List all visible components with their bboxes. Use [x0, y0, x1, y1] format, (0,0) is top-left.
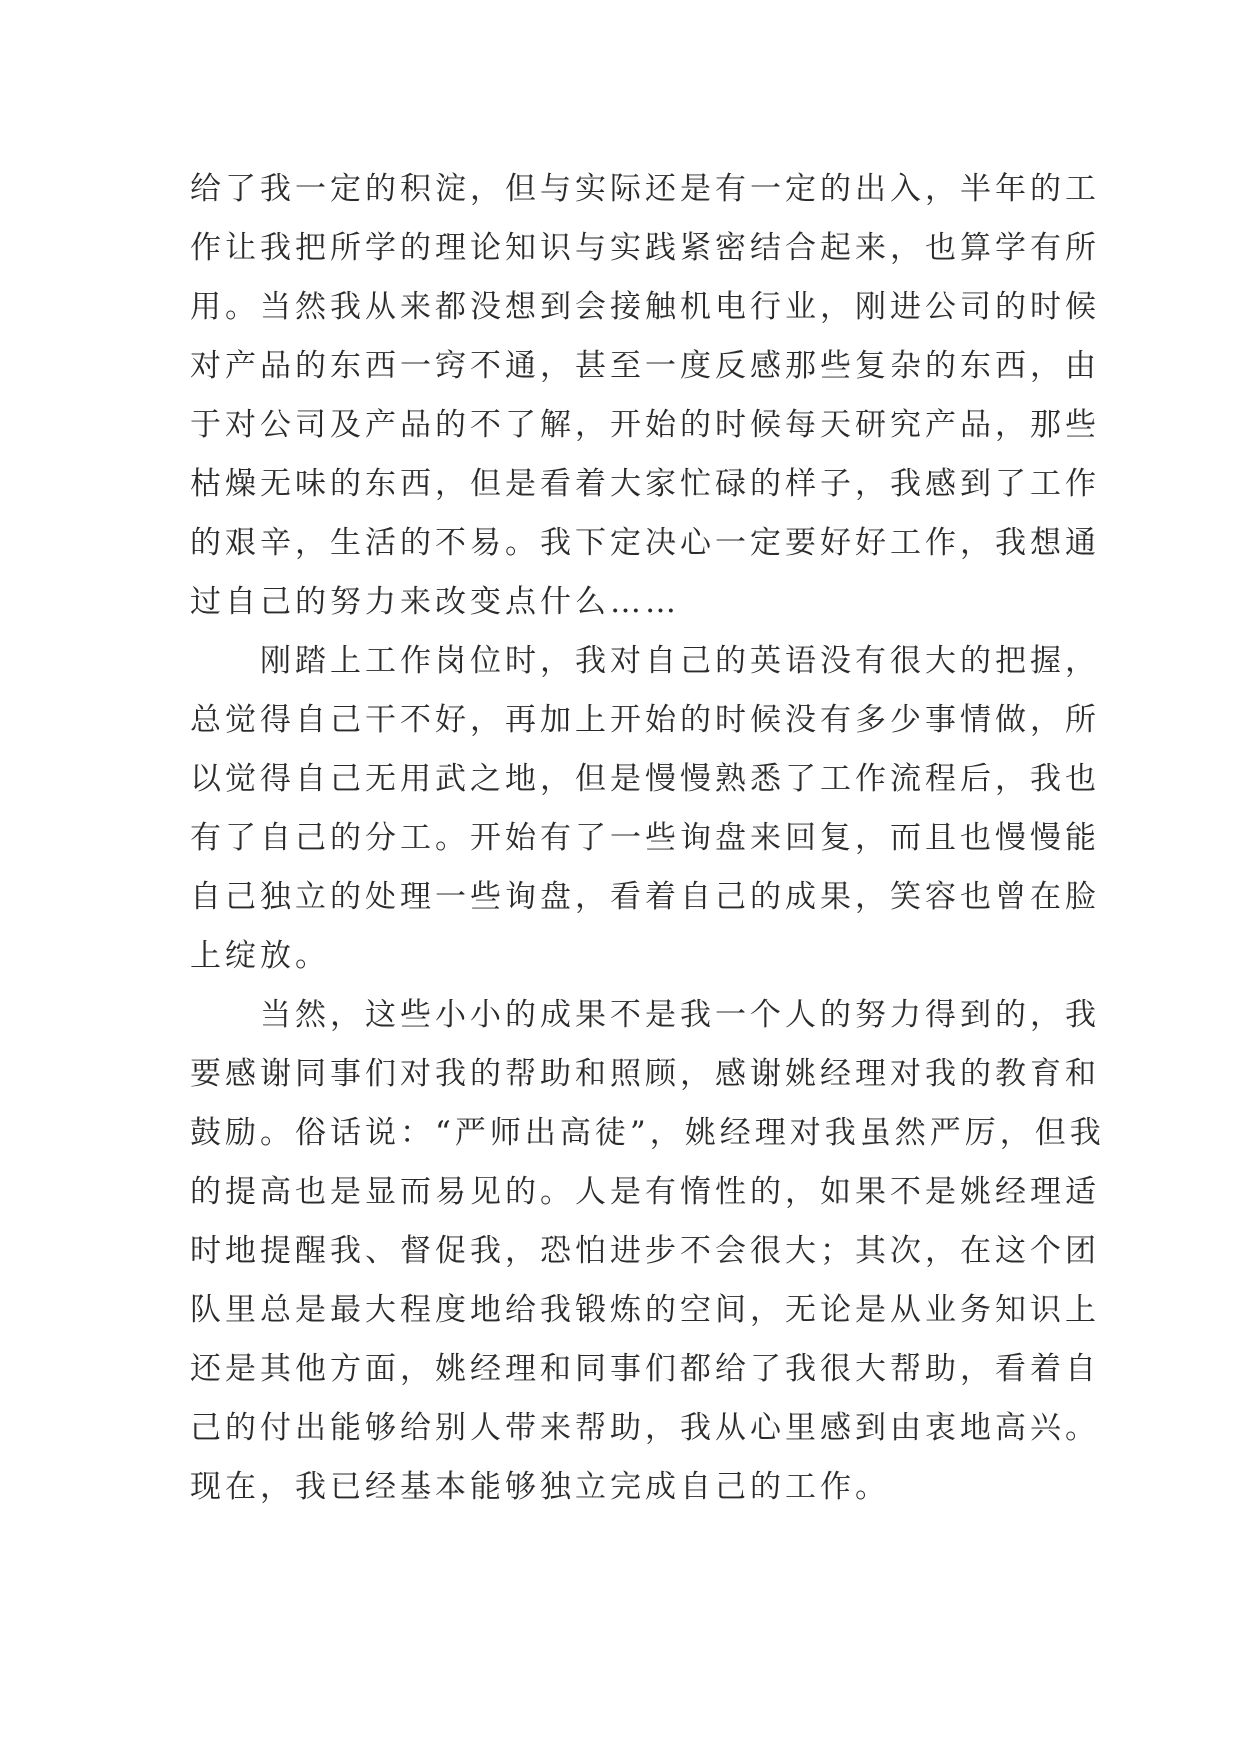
text-line: 要感谢同事们对我的帮助和照顾，感谢姚经理对我的教育和 — [190, 1056, 1100, 1092]
paragraph-3 — [190, 986, 1105, 1517]
text-line: 以觉得自己无用武之地，但是慢慢熟悉了工作流程后，我也 — [190, 761, 1100, 797]
text-line: 鼓励。俗话说：“严师出高徒”，姚经理对我虽然严厉，但我 — [190, 1115, 1105, 1151]
text-line: 的提高也是显而易见的。人是有惰性的，如果不是姚经理适 — [190, 1174, 1100, 1210]
text-line: 己的付出能够给别人带来帮助，我从心里感到由衷地高兴。 — [190, 1410, 1100, 1446]
text-line: 总觉得自己干不好，再加上开始的时候没有多少事情做，所 — [190, 702, 1100, 738]
text-line: 过自己的努力来改变点什么…… — [190, 584, 680, 620]
text-line: 时地提醒我、督促我，恐怕进步不会很大；其次，在这个团 — [190, 1233, 1100, 1269]
text-line: 于对公司及产品的不了解，开始的时候每天研究产品，那些 — [190, 407, 1100, 443]
text-line: 现在，我已经基本能够独立完成自己的工作。 — [190, 1469, 890, 1505]
text-line: 的艰辛，生活的不易。我下定决心一定要好好工作，我想通 — [190, 525, 1100, 561]
text-line: 上绽放。 — [190, 938, 330, 974]
text-line: 当然，这些小小的成果不是我一个人的努力得到的，我 — [260, 997, 1100, 1033]
text-line: 还是其他方面，姚经理和同事们都给了我很大帮助，看着自 — [190, 1351, 1100, 1387]
text-line: 队里总是最大程度地给我锻炼的空间，无论是从业务知识上 — [190, 1292, 1100, 1328]
text-line: 对产品的东西一窍不通，甚至一度反感那些复杂的东西，由 — [190, 348, 1100, 384]
text-line: 用。当然我从来都没想到会接触机电行业，刚进公司的时候 — [190, 289, 1100, 325]
text-line: 作让我把所学的理论知识与实践紧密结合起来，也算学有所 — [190, 230, 1100, 266]
text-line: 枯燥无味的东西，但是看着大家忙碌的样子，我感到了工作 — [190, 466, 1100, 502]
text-line: 刚踏上工作岗位时，我对自己的英语没有很大的把握， — [260, 643, 1100, 679]
text-line: 自己独立的处理一些询盘，看着自己的成果，笑容也曾在脸 — [190, 879, 1100, 915]
paragraph-1 — [190, 160, 1100, 632]
text-line: 给了我一定的积淀，但与实际还是有一定的出入，半年的工 — [190, 171, 1100, 207]
document-body — [190, 160, 1105, 1517]
paragraph-2 — [190, 632, 1100, 986]
text-line: 有了自己的分工。开始有了一些询盘来回复，而且也慢慢能 — [190, 820, 1100, 856]
